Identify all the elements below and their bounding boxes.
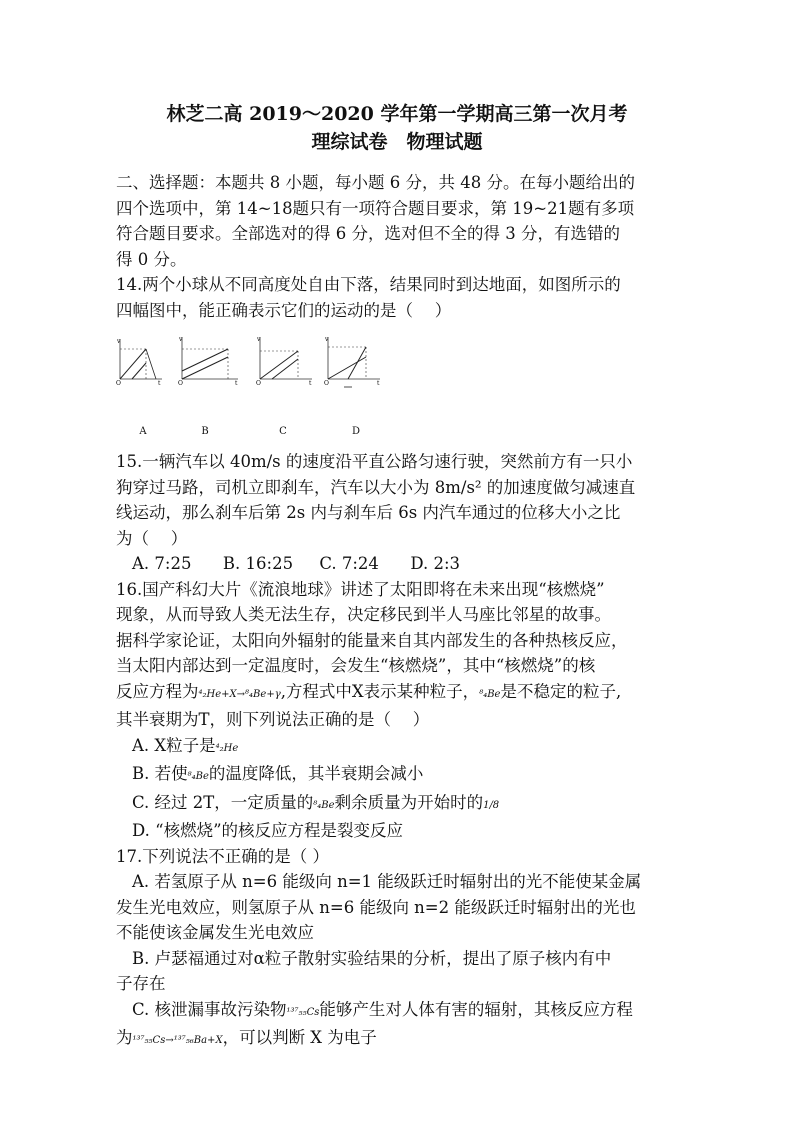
q14-line: 四幅图中，能正确表示它们的运动的是（ ） <box>116 300 452 320</box>
q16-line: 当太阳内部达到一定温度时，会发生“核燃烧”，其中“核燃烧”的核 <box>116 656 596 675</box>
graph-b <box>178 335 242 385</box>
origin-label: O <box>116 380 121 385</box>
q17-option-c-cont <box>116 1025 686 1054</box>
nuclide-he4: ⁴₂He <box>215 742 239 754</box>
q17-option-b-cont: 子存在 <box>116 974 166 993</box>
section-intro-line: 符合题目要求。全部选对的得 6 分，选对但不全的得 3 分，有选错的 <box>116 224 620 243</box>
q16-line: 16.国产科幻大片《流浪地球》讲述了太阳即将在未来出现“核燃烧” <box>116 579 605 599</box>
q16-text: 反应方程为 <box>116 681 199 701</box>
q16-text: ,方程式中X表示某种粒子， <box>280 681 480 701</box>
q16-option-c <box>116 790 686 819</box>
graph-a-label: A <box>139 426 147 437</box>
option-text: C. 经过 2T，一定质量的 <box>132 792 314 812</box>
q17-option-a-cont: 不能使该金属发生光电效应 <box>116 923 314 942</box>
q16-text: 是不稳定的粒子, <box>500 681 622 701</box>
q17-option-c <box>116 997 686 1026</box>
exam-title: 林芝二高 2019～2020 学年第一学期高三第一次月考 <box>166 103 628 125</box>
exam-content <box>116 170 686 1054</box>
option-text: 的温度降低，其半衰期会减小 <box>208 764 424 783</box>
origin-label: O <box>324 380 329 387</box>
q17-option-a-cont: 发生光电效应，则氢原子从 n=6 能级向 n=2 能级跃迁时辐射出的光也 <box>116 897 636 917</box>
axis-v-label: v <box>117 338 121 345</box>
q17-option-a: A. 若氢原子从 n=6 能级向 n=1 能级跃迁时辐射出的光不能使某金属 <box>132 872 642 891</box>
q14-line: 14.两个小球从不同高度处自由下落，结果同时到达地面，如图所示的 <box>116 275 621 294</box>
exam-subtitle: 理综试卷 物理试题 <box>311 131 483 153</box>
q17-option-b: B. 卢瑟福通过对α粒子散射实验结果的分析，提出了原子核内有中 <box>132 948 612 968</box>
option-text: B. 若使 <box>132 764 188 783</box>
q15-line: 狗穿过马路，司机立即刹车，汽车以大小为 8m/s² 的加速度做匀减速直 <box>116 477 636 497</box>
graph-a <box>116 335 166 385</box>
graph-d-label: D <box>351 426 361 437</box>
q17-stem: 17.下列说法不正确的是（ ） <box>116 846 329 866</box>
option-text: ，可以判断 X 为电子 <box>222 1028 377 1047</box>
axis-t-label: t <box>158 380 161 385</box>
q16-option-d: D. “核燃烧”的核反应方程是裂变反应 <box>132 821 404 840</box>
graph-b-label: B <box>201 426 209 437</box>
q14-figures <box>116 329 686 449</box>
option-text: A. X粒子是 <box>132 735 216 755</box>
section-intro-line: 四个选项中，第 14~18题只有一项符合题目要求，第 19~21题有多项 <box>116 198 635 218</box>
q16-option-a <box>116 733 686 762</box>
option-text: C. 核泄漏事故污染物 <box>132 999 287 1019</box>
q16-line: 据科学家论证，太阳向外辐射的能量来自其内部发生的各种热核反应， <box>116 630 628 650</box>
axis-v-label: v <box>257 336 261 343</box>
q16-line: 现象，从而导致人类无法生存，决定移民到半人马座比邻星的故事。 <box>116 605 611 624</box>
axis-t-label: t <box>309 380 312 385</box>
section-intro-line: 得 0 分。 <box>116 249 187 269</box>
graph-c-label: C <box>279 426 287 437</box>
axis-t-label: t <box>235 380 238 385</box>
nuclide-cs137: ¹³⁷₅₅Cs <box>286 1006 320 1018</box>
axis-v-label: v <box>325 336 329 343</box>
option-text: 剩余质量为开始时的 <box>334 792 484 812</box>
q16-line <box>116 679 686 708</box>
nuclide-be8: ⁸₄Be <box>313 799 335 811</box>
option-text: 能够产生对人体有害的辐射，其核反应方程 <box>319 999 633 1019</box>
nuclide-be8: ⁸₄Be <box>479 688 501 700</box>
fraction: 1/8 <box>483 799 500 811</box>
origin-label: O <box>178 380 183 385</box>
q15-line: 15.一辆汽车以 40m/s 的速度沿平直公路匀速行驶，突然前方有一只小 <box>116 452 633 471</box>
q15-options: A. 7:25 B. 16:25 C. 7:24 D. 2:3 <box>132 554 461 573</box>
q16-line: 其半衰期为T，则下列说法正确的是（ ） <box>116 710 430 729</box>
graph-c <box>256 335 316 385</box>
origin-label: O <box>256 380 261 385</box>
graph-d <box>324 335 384 391</box>
q15-line: 线运动，那么刹车后第 2s 内与刹车后 6s 内汽车通过的位移大小之比 <box>116 503 621 522</box>
nuclear-equation: ⁴₂He+X→⁸₄Be+γ <box>198 688 281 700</box>
axis-t-label: t <box>377 380 380 387</box>
nuclide-be8: ⁸₄Be <box>187 771 209 782</box>
option-text: 为 <box>116 1028 133 1047</box>
section-intro-line: 二、选择题：本题共 8 小题，每小题 6 分，共 48 分。在每小题给出的 <box>116 173 635 192</box>
axis-v-label: v <box>179 336 183 343</box>
decay-equation: ¹³⁷₅₅Cs→¹³⁷₅₆Ba+X <box>132 1035 223 1046</box>
q15-line: 为（ ） <box>116 528 188 548</box>
q16-option-b <box>116 761 686 790</box>
